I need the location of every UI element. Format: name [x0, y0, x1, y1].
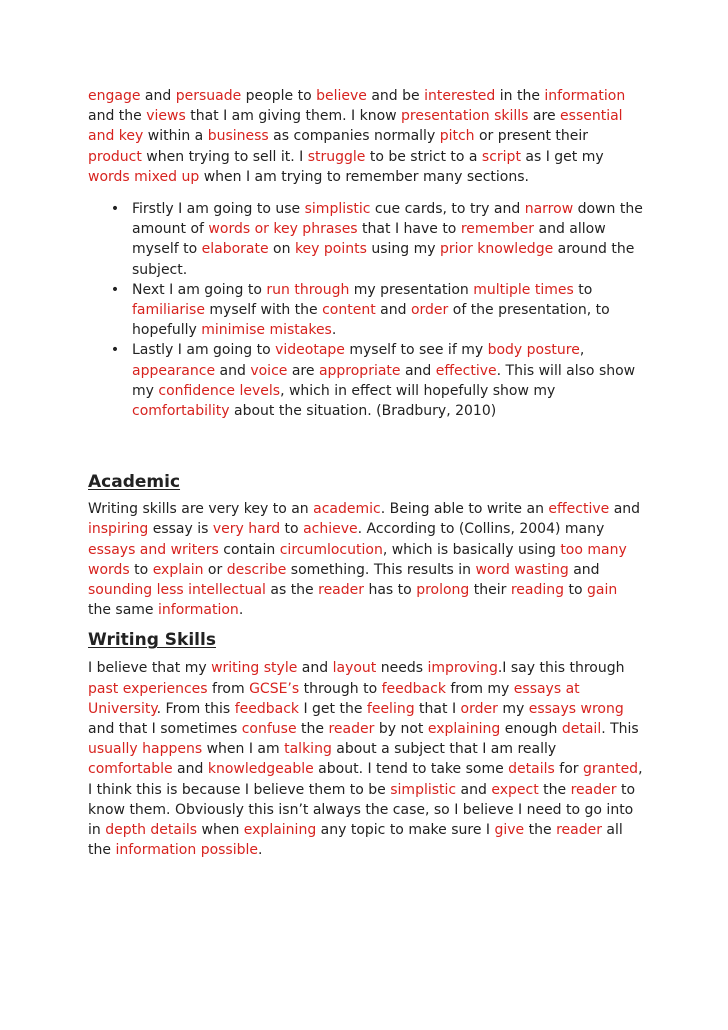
- highlighted-term: presentation skills: [401, 108, 529, 125]
- highlighted-term: circumlocution: [279, 541, 383, 558]
- highlighted-term: comfortability: [132, 403, 230, 420]
- highlighted-term: reader: [318, 582, 365, 599]
- highlighted-term: layout: [332, 660, 377, 677]
- highlighted-term: appearance: [132, 362, 216, 379]
- highlighted-term: pitch: [439, 128, 475, 145]
- highlighted-term: usually happens: [88, 741, 203, 758]
- highlighted-term: essays wrong: [528, 700, 624, 717]
- highlighted-term: feeling: [366, 700, 415, 717]
- highlighted-term: interested: [424, 88, 496, 104]
- highlighted-term: explaining: [427, 721, 501, 738]
- highlighted-term: describe: [226, 561, 287, 578]
- highlighted-term: business: [207, 128, 269, 145]
- highlighted-term: run through: [266, 281, 350, 298]
- bullet-item-2: [88, 280, 644, 341]
- highlighted-term: give: [494, 822, 525, 839]
- highlighted-term: persuade: [175, 88, 242, 104]
- highlighted-term: appropriate: [318, 362, 401, 379]
- highlighted-term: order: [410, 302, 449, 319]
- bullet-item-3: [88, 340, 644, 421]
- highlighted-term: simplistic: [304, 201, 371, 218]
- highlighted-term: inspiring: [88, 521, 149, 538]
- highlighted-term: remember: [460, 221, 535, 238]
- bullet-icon: •: [110, 342, 120, 359]
- highlighted-term: script: [481, 148, 521, 165]
- highlighted-term: prior knowledge: [440, 241, 554, 258]
- academic-paragraph: Writing skills are very key to an academic. Being able to write an effective and inspiring essay is very hard to achieve. According to (Collins, 2004) many essays and writers contain circumlocution, which is basically using too many words to explain or describe something. This results in word wasting and sounding less intellectual as the reader has to prolong their reading to gain the same information.: [88, 501, 641, 619]
- highlighted-term: sounding less intellectual: [88, 582, 266, 599]
- highlighted-term: reading: [510, 582, 565, 599]
- highlighted-term: simplistic: [390, 781, 457, 798]
- highlighted-term: videotape: [275, 342, 345, 359]
- highlighted-term: effective: [548, 501, 610, 518]
- highlighted-term: elaborate: [201, 241, 269, 258]
- strategy-bullet-list: [88, 199, 644, 421]
- highlighted-term: essential and key: [88, 108, 623, 145]
- highlighted-term: comfortable: [88, 761, 173, 778]
- highlighted-term: gain: [587, 582, 618, 599]
- highlighted-term: past experiences: [88, 680, 208, 697]
- highlighted-term: academic: [313, 501, 381, 518]
- highlighted-term: very hard: [212, 521, 281, 538]
- highlighted-term: too many words: [88, 541, 627, 578]
- highlighted-term: expect: [491, 781, 539, 798]
- bullet-icon: •: [110, 201, 120, 218]
- highlighted-term: words or key phrases: [208, 221, 358, 238]
- highlighted-term: reader: [328, 721, 375, 738]
- highlighted-term: reader: [556, 822, 602, 839]
- highlighted-term: confuse: [241, 721, 297, 738]
- highlighted-term: information: [158, 602, 239, 619]
- document-page: [88, 86, 644, 861]
- highlighted-term: believe: [316, 88, 367, 104]
- highlighted-term: minimise mistakes: [201, 322, 332, 339]
- highlighted-term: feedback: [234, 700, 299, 717]
- highlighted-term: content: [322, 302, 376, 319]
- highlighted-term: feedback: [381, 680, 446, 697]
- highlighted-term: talking: [284, 741, 332, 758]
- bullet-text: Lastly I am going to videotape myself to see if my body posture, appearance and voice are appropriate and effective. This will also show my confidence levels, which in effect will hopefully show my comfortability about the situation. (Bradbury, 2010): [132, 342, 636, 420]
- highlighted-term: confidence levels: [158, 382, 281, 399]
- highlighted-term: views: [146, 108, 186, 125]
- highlighted-term: struggle: [307, 148, 366, 165]
- highlighted-term: multiple times: [473, 281, 574, 298]
- writing-skills-paragraph: I believe that my writing style and layout needs improving.I say this through past experiences from GCSE’s through to feedback from my essays at University. From this feedback I get the feeling that I order my essays wrong and that I sometimes confuse the reader by not explaining enough detail. This usually happens when I am talking about a subject that I am really comfortable and knowledgeable about. I tend to take some details for granted, I think this is because I believe them to be simplistic and expect the reader to know them. Obviously this isn’t always the case, so I believe I need to go into in depth details when explaining any topic to make sure I give the reader all the information possible.: [88, 660, 643, 859]
- intro-paragraph: engage and persuade people to believe and be interested in the information and the views that I am giving them. I know presentation skills are essential and key within a business as companies normally pitch or present their product when trying to sell it. I struggle to be strict to a script as I get my words mixed up when I am trying to remember many sections.: [88, 88, 626, 185]
- highlighted-term: order: [460, 700, 498, 717]
- highlighted-term: key points: [294, 241, 367, 258]
- highlighted-term: effective: [435, 362, 497, 379]
- highlighted-term: engage: [88, 88, 141, 104]
- highlighted-term: explain: [152, 561, 204, 578]
- highlighted-term: GCSE’s: [249, 680, 300, 697]
- bullet-icon: •: [110, 281, 120, 298]
- bullet-item-1: [88, 199, 644, 280]
- highlighted-term: granted: [582, 761, 639, 778]
- highlighted-term: prolong: [416, 582, 470, 599]
- highlighted-term: improving: [427, 660, 498, 677]
- highlighted-term: body posture: [487, 342, 580, 359]
- highlighted-term: narrow: [524, 201, 574, 218]
- highlighted-term: voice: [250, 362, 288, 379]
- highlighted-term: knowledgeable: [207, 761, 314, 778]
- highlighted-term: details: [508, 761, 555, 778]
- highlighted-term: reader: [570, 781, 617, 798]
- highlighted-term: information: [544, 88, 626, 104]
- highlighted-term: achieve: [303, 521, 358, 538]
- highlighted-term: essays at University: [88, 680, 580, 717]
- highlighted-term: explaining: [243, 822, 317, 839]
- highlighted-term: writing style: [211, 660, 298, 677]
- highlighted-term: word wasting: [475, 561, 569, 578]
- bullet-text: Next I am going to run through my presentation multiple times to familiarise myself with the content and order of the presentation, to hopefully minimise mistakes.: [132, 281, 610, 339]
- highlighted-term: depth details: [105, 822, 198, 839]
- academic-heading: Academic: [88, 472, 181, 493]
- highlighted-term: essays and writers: [88, 541, 219, 558]
- writing-skills-heading: Writing Skills: [88, 630, 216, 651]
- highlighted-term: familiarise: [132, 302, 205, 319]
- highlighted-term: product: [88, 148, 142, 165]
- highlighted-term: information possible: [115, 842, 259, 859]
- highlighted-term: detail: [561, 721, 602, 738]
- bullet-text: Firstly I am going to use simplistic cue cards, to try and narrow down the amount of words or key phrases that I have to remember and allow myself to elaborate on key points using my prior knowledge around the subject.: [132, 201, 643, 278]
- highlighted-term: words mixed up: [88, 168, 200, 185]
